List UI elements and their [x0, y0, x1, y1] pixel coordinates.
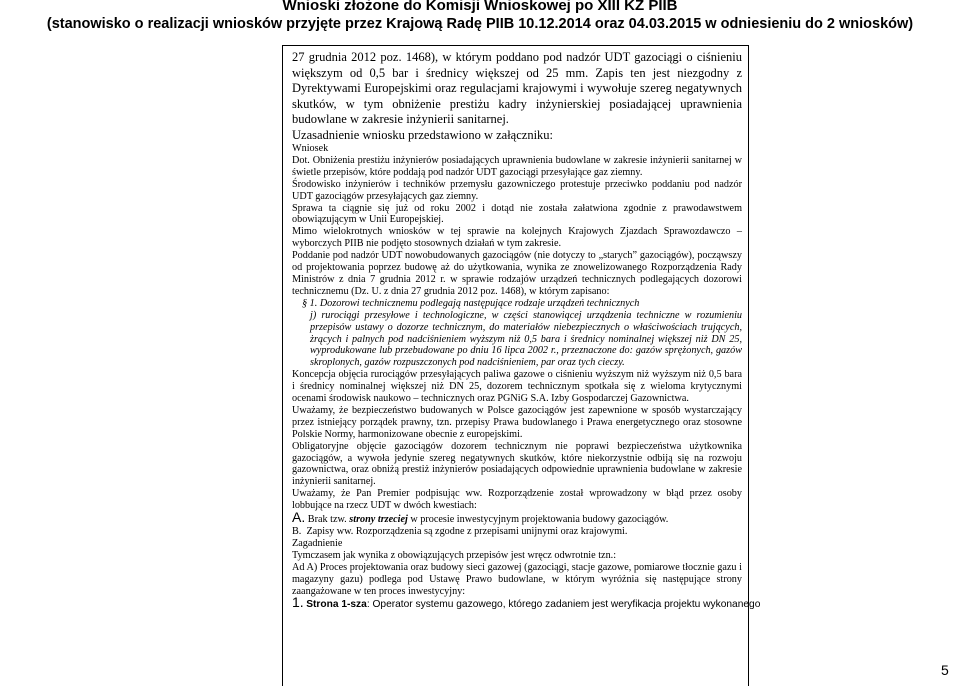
paragraph-premier: Uważamy, że Pan Premier podpisując ww. Rozporządzenie został wprowadzony w błąd przez osoby lobbujące na rzecz UDT w dwóch kwestiach:	[292, 488, 742, 512]
list-marker-a: A.	[292, 509, 306, 526]
paragraph-intro: 27 grudnia 2012 poz. 1468), w którym poddano pod nadzór UDT gazociągi o ciśnieniu większym od 0,5 bar i średnicy większej od 25 mm. Zapis ten jest niezgodny z Dyrektywami Europejskimi oraz regulacjami krajowymi i wywołuje szereg negatywnych skutków, w tym obniżenie prestiżu kadry inżynierskiej posiadającej uprawnienia budowlane w zakresie inżynierii sanitarnej.	[292, 50, 742, 126]
emphasis-third-party: strony trzeciej	[349, 514, 408, 526]
paragraph-motion-label: Wniosek	[292, 143, 329, 154]
document-header	[0, 0, 960, 33]
party-1-label: Strona 1-sza	[306, 599, 367, 611]
list-item-a: A. Brak tzw. strony trzeciej w procesie inwestycyjnym projektowania budowy gazociągów.	[292, 509, 669, 526]
paragraph-justification: Uzasadnienie wniosku przedstawiono w załączniku:	[292, 127, 554, 142]
header-subtitle: (stanowisko o realizacji wniosków przyjęte przez Krajową Radę PIIB 10.12.2014 oraz 04.03.2015 w odniesieniu do 2 wniosków)	[46, 16, 914, 32]
paragraph-regulation: Poddanie pod nadzór UDT nowobudowanych gazociągów (nie dotyczy to „starych” gazociągów), począwszy od projektowania poprzez budowę aż do użytkowania, wynika ze znowelizowanego Rozporządzenia Rady Ministrów z dnia 7 grudnia 2012 r. w sprawie rodzajów urządzeń technicznych podlegających dozorowi technicznemu (Dz. U. z dnia 27 grudnia 2012 poz. 1468), w którym zapisano:	[292, 250, 742, 297]
paragraph-safety: Uważamy, że bezpieczeństwo budowanych w Polsce gazociągów jest zapewnione w sposób wystarczający przez istniejący porządek prawny, tzn. przepisy Prawa budowlanego i Prawa energetycznego oraz stosowne Polskie Normy, harmonizowane obecnie z europejskimi.	[292, 404, 742, 440]
document-body	[292, 50, 761, 611]
paragraph-protest: Środowisko inżynierów i techników przemysłu gazowniczego protestuje przeciwko poddaniu pod nadzór UDT gazociągów przesyłających gaz ziemny.	[292, 178, 742, 202]
quote-paragraph-1: § 1. Dozorowi technicznemu podlegają następujące rodzaje urządzeń technicznych	[302, 297, 640, 309]
paragraph-previous-motions: Mimo wielokrotnych wniosków w tej sprawie na kolejnych Krajowych Zjazdach Sprawozdawczo – wyborczych PIIB nie podjęto stosownych działań w tym zakresie.	[292, 226, 742, 250]
paragraph-concept: Koncepcja objęcia rurociągów przesyłających paliwa gazowe o ciśnieniu wyższym niż wyższym niż 0,5 bara i średnicy nominalnej większej niż DN 25, dozorem technicznym spotkała się z wieloma krytycznymi ocenami środowisk naukowo – technicznych oraz PGNiG S.A. Izby Gospodarczej Gazownictwa.	[292, 369, 742, 405]
paragraph-issue: Zagadnienie	[292, 537, 343, 549]
list-marker-b: B.	[292, 526, 302, 537]
paragraph-ad-a: Ad A) Proces projektowania oraz budowy sieci gazowej (gazociągi, stacje gazowe, pomiarowe tłocznie gazu i magazyny gazu) podlega pod Ustawę Prawo budowlane, w którym wyróżnia się następujące strony zaangażowane w ten proces inwestycyjny:	[292, 561, 742, 597]
list-marker-1: 1.	[292, 594, 304, 611]
list-item-1: 1. Strona 1-sza: Operator systemu gazowego, którego zadaniem jest weryfikacja projektu wykonanego	[292, 594, 761, 611]
header-title: Wnioski złożone do Komisji Wnioskowej po XIII KZ PIIB	[282, 0, 678, 14]
paragraph-opposite: Tymczasem jak wynika z obowiązujących przepisów jest wręcz odwrotnie tzn.:	[292, 549, 617, 561]
quote-paragraph-j: j) rurociągi przesyłowe i technologiczne, w części stanowiącej urządzenia techniczne w rozumieniu przepisów ustawy o dozorze technicznym, do materiałów niebezpiecznych o właściwościach trujących, żrących i palnych pod nadciśnieniem wyższym niż 0,5 bara i średnicy nominalnej większej niż DN 25, wyprodukowane lub przebudowane po dniu 16 lipca 2002 r., przeznaczone do: gazów sprężonych, gazów skroplonych, gazów rozpuszczonych pod nadciśnieniem, par oraz tych cieczy.	[310, 309, 742, 369]
paragraph-obligatory: Obligatoryjne objęcie gazociągów dozorem technicznym nie poprawi bezpieczeństwa użytkownika gazociągów, a wywoła jedynie szereg negatywnych skutków, które niekorzystnie odbiją się na rozwoju gazownictwa, oraz obniżą prestiż inżynierów posiadających odpowiednie uprawnienia budowlane w zakresie inżynierii sanitarnej.	[292, 440, 742, 488]
paragraph-history: Sprawa ta ciągnie się już od roku 2002 i dotąd nie została załatwiona zgodnie z prawodawstwem obowiązującym w Unii Europejskiej.	[292, 202, 742, 226]
list-item-b: B. Zapisy ww. Rozporządzenia są zgodne z przepisami unijnymi oraz krajowymi.	[292, 526, 628, 537]
page-number: 5	[941, 662, 949, 678]
paragraph-subject: Dot. Obniżenia prestiżu inżynierów posiadających uprawnienia budowlane w zakresie inżynierii sanitarnej w świetle przepisów, które poddają pod nadzór UDT gazociągi przesyłające gaz ziemny.	[292, 154, 742, 178]
